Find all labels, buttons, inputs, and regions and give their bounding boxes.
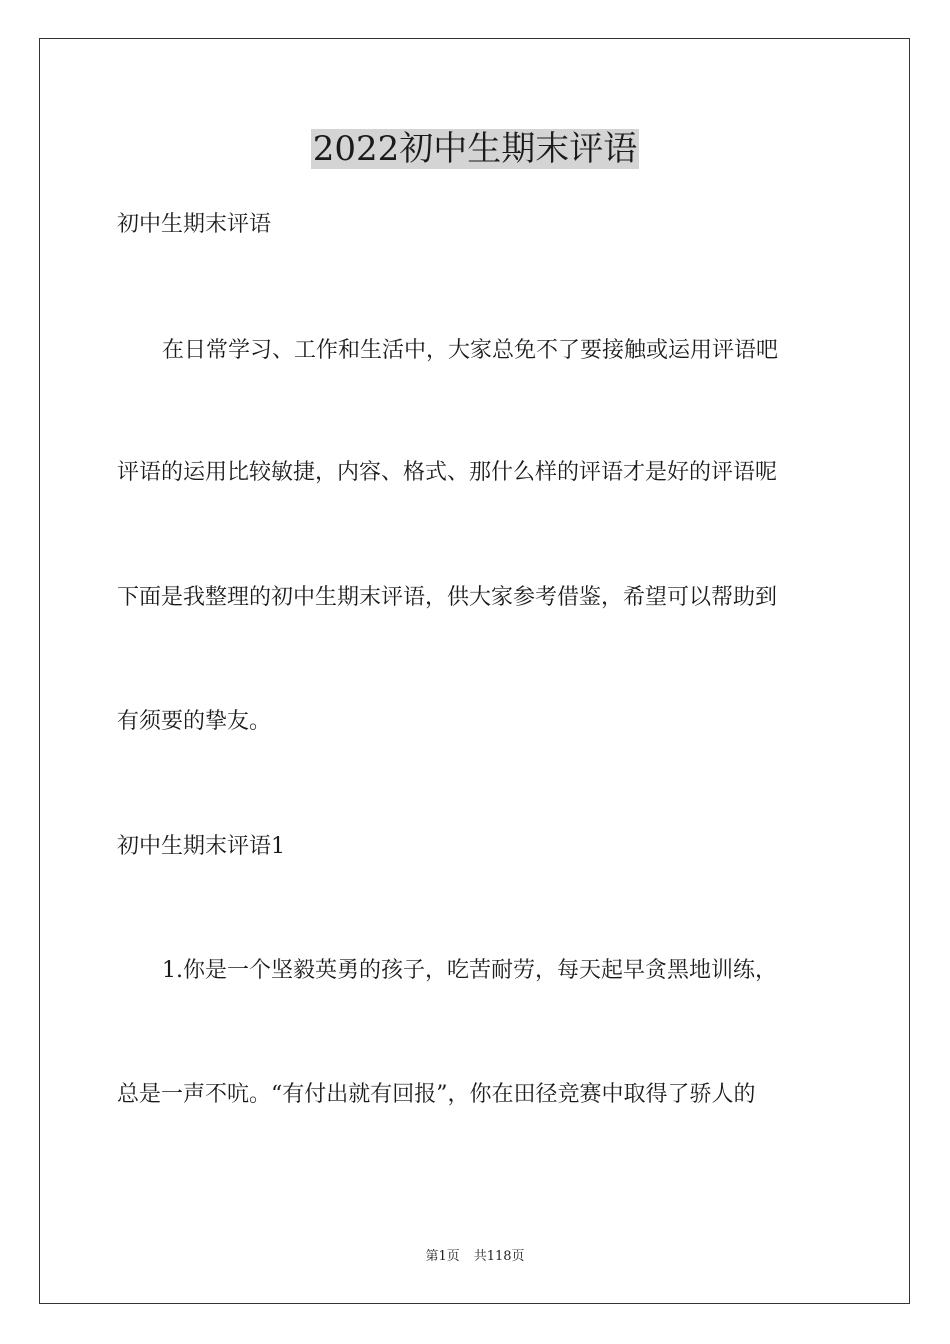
page-number: 第1页 [425, 1249, 460, 1264]
document-title-text: 2022初中生期末评语 [312, 129, 638, 169]
paragraph-line: 总是一声不吭。“有付出就有回报”，你在田径竞赛中取得了骄人的 [117, 1082, 756, 1107]
section-heading: 初中生期末评语 [117, 212, 272, 237]
page-total: 共118页 [473, 1249, 525, 1264]
page-footer [0, 1248, 950, 1266]
paragraph-line: 评语的运用比较敏捷，内容、格式、那什么样的评语才是好的评语呢 [117, 460, 778, 485]
paragraph-line: 在日常学习、工作和生活中，大家总免不了要接触或运用评语吧 [162, 338, 779, 363]
paragraph-line: 有须要的挚友。 [117, 709, 272, 734]
document-title [0, 126, 950, 172]
paragraph-line: 1.你是一个坚毅英勇的孩子，吃苦耐劳，每天起早贪黑地训练， [162, 958, 777, 983]
paragraph-line: 下面是我整理的初中生期末评语，供大家参考借鉴，希望可以帮助到 [117, 585, 778, 610]
subsection-heading: 初中生期末评语1 [117, 834, 285, 859]
